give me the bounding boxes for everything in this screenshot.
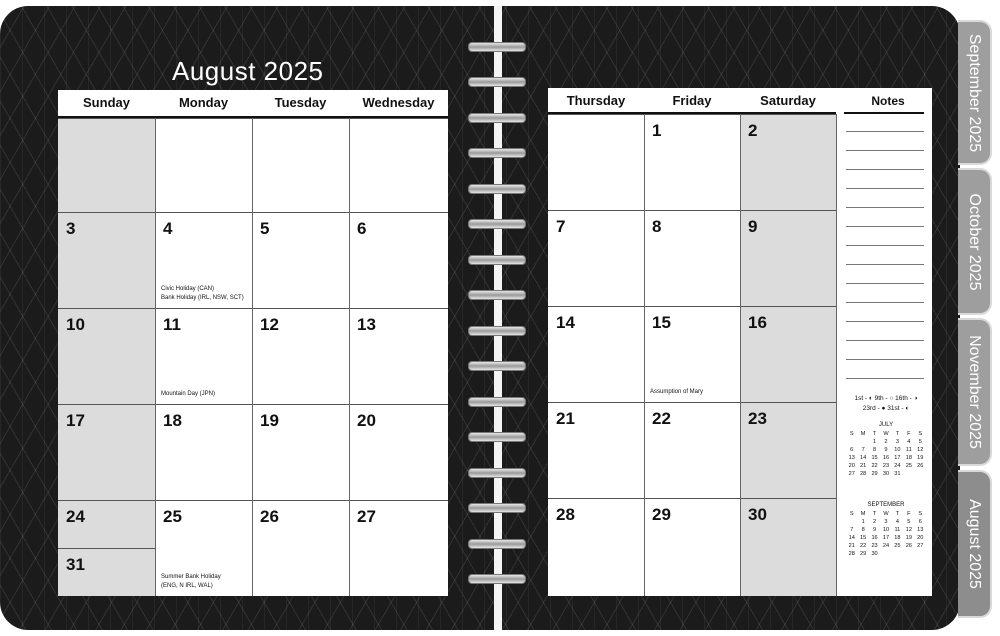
day-cell-aug-11[interactable] bbox=[155, 308, 252, 404]
day-number: 25 bbox=[163, 507, 182, 526]
day-number: 5 bbox=[260, 219, 270, 238]
day-number: 20 bbox=[357, 411, 376, 430]
mini-day: 24 bbox=[894, 463, 901, 469]
day-number: 28 bbox=[556, 505, 575, 524]
mini-day: 4 bbox=[907, 439, 911, 445]
column-divider bbox=[644, 114, 645, 596]
mini-day: 29 bbox=[871, 471, 878, 477]
mini-calendar-grid bbox=[846, 430, 926, 478]
column-divider bbox=[349, 118, 350, 596]
day-number: 23 bbox=[748, 409, 767, 428]
column-divider bbox=[155, 118, 156, 596]
mini-day: 7 bbox=[850, 527, 854, 533]
holiday-note bbox=[161, 573, 221, 591]
tab-label: September 2025 bbox=[966, 33, 983, 152]
weekday-letter: S bbox=[918, 511, 923, 517]
mini-day: 27 bbox=[848, 471, 855, 477]
spiral-ring bbox=[462, 180, 532, 198]
day-number: 14 bbox=[556, 313, 575, 332]
day-cell-aug-12[interactable] bbox=[252, 308, 349, 404]
mini-day: 6 bbox=[918, 519, 922, 525]
day-cell-aug-10[interactable] bbox=[58, 308, 155, 404]
mini-day: 11 bbox=[905, 447, 912, 453]
mini-day: 23 bbox=[882, 463, 890, 469]
mini-day: 3 bbox=[895, 439, 899, 445]
mini-day: 19 bbox=[917, 455, 924, 461]
left-page bbox=[58, 90, 448, 596]
weekday-letter: S bbox=[918, 431, 923, 437]
moon-phase-line: 1st - ◐ 9th - ○ 16th - ◑ bbox=[854, 395, 918, 402]
day-cell-aug-17[interactable] bbox=[58, 404, 155, 500]
day-number: 1 bbox=[652, 121, 662, 140]
tab-label: October 2025 bbox=[966, 193, 983, 290]
moon-phase-line: 23rd - ● 31st - ◐ bbox=[862, 405, 910, 412]
tab-label: November 2025 bbox=[966, 335, 983, 449]
mini-calendar-grid bbox=[846, 510, 926, 558]
spiral-ring bbox=[462, 570, 532, 588]
note-line[interactable] bbox=[846, 169, 924, 170]
mini-day: 15 bbox=[871, 455, 878, 461]
tab-august-2025[interactable] bbox=[958, 470, 992, 618]
day-number: 22 bbox=[652, 409, 671, 428]
mini-day bbox=[903, 550, 914, 558]
weekday-letter: W bbox=[883, 431, 889, 437]
mini-day: 22 bbox=[860, 543, 867, 549]
mini-day: 2 bbox=[872, 519, 877, 525]
note-line[interactable] bbox=[846, 150, 924, 151]
day-number: 10 bbox=[66, 315, 85, 334]
day-cell-aug-22[interactable] bbox=[644, 402, 740, 498]
mini-day: 24 bbox=[882, 543, 890, 549]
day-cell-aug-4[interactable] bbox=[155, 212, 252, 308]
day-cell-aug-8[interactable] bbox=[644, 210, 740, 306]
mini-day bbox=[892, 550, 903, 558]
mini-day: 29 bbox=[860, 551, 867, 557]
mini-day: 11 bbox=[894, 527, 901, 533]
spiral-ring bbox=[462, 215, 532, 233]
day-number: 15 bbox=[652, 313, 671, 332]
right-page bbox=[548, 88, 932, 596]
mini-day: 27 bbox=[917, 543, 924, 549]
mini-calendar-july bbox=[846, 422, 926, 478]
mini-day bbox=[880, 550, 891, 558]
note-line[interactable] bbox=[846, 283, 924, 284]
column-divider bbox=[740, 114, 741, 596]
spiral-ring bbox=[462, 464, 532, 482]
spiral-ring bbox=[462, 393, 532, 411]
moon-phases bbox=[844, 394, 928, 414]
holiday-line: Summer Bank Holiday bbox=[161, 574, 221, 580]
day-number: 19 bbox=[260, 411, 279, 430]
mini-day: 28 bbox=[860, 471, 867, 477]
mini-calendar-september bbox=[846, 502, 926, 558]
mini-day bbox=[903, 470, 914, 478]
note-line[interactable] bbox=[846, 340, 924, 341]
mini-day: 9 bbox=[872, 527, 877, 533]
day-number: 3 bbox=[66, 219, 76, 238]
day-cell-aug-9[interactable] bbox=[740, 210, 836, 306]
spiral-ring bbox=[462, 109, 532, 127]
day-number: 16 bbox=[748, 313, 767, 332]
mini-day: 30 bbox=[871, 551, 878, 557]
mini-day: 14 bbox=[848, 535, 855, 541]
mini-day: 17 bbox=[882, 535, 890, 541]
day-number: 29 bbox=[652, 505, 671, 524]
mini-day: 25 bbox=[905, 463, 912, 469]
day-cell-aug-1[interactable] bbox=[644, 114, 740, 210]
day-cell-aug-23[interactable] bbox=[740, 402, 836, 498]
mini-day: 23 bbox=[871, 543, 878, 549]
mini-day: 21 bbox=[860, 463, 867, 469]
mini-day: 3 bbox=[884, 519, 888, 525]
mini-day: 17 bbox=[894, 455, 901, 461]
mini-day: 8 bbox=[872, 447, 877, 453]
mini-day: 21 bbox=[848, 543, 855, 549]
spiral-binding bbox=[462, 38, 532, 594]
spiral-ring bbox=[462, 428, 532, 446]
mini-day: 1 bbox=[861, 519, 865, 525]
mini-day: 30 bbox=[882, 471, 890, 477]
day-number: 30 bbox=[748, 505, 767, 524]
day-cell-aug-31[interactable] bbox=[58, 548, 155, 596]
mini-day: 1 bbox=[872, 439, 877, 445]
day-number: 21 bbox=[556, 409, 575, 428]
day-number: 4 bbox=[163, 219, 173, 238]
day-number: 17 bbox=[66, 411, 85, 430]
day-cell-aug-20[interactable] bbox=[349, 404, 448, 500]
weekday-letter: T bbox=[872, 511, 877, 517]
day-cell-aug-29[interactable] bbox=[644, 498, 740, 596]
day-number: 7 bbox=[556, 217, 566, 236]
day-cell-aug-14[interactable] bbox=[548, 306, 644, 402]
spiral-ring bbox=[462, 357, 532, 375]
mini-day: 20 bbox=[848, 463, 855, 469]
day-number: 12 bbox=[260, 315, 279, 334]
day-number: 6 bbox=[357, 219, 367, 238]
mini-day: 28 bbox=[848, 551, 855, 557]
day-cell-aug-24[interactable] bbox=[58, 500, 155, 548]
header-tuesday: Tuesday bbox=[274, 95, 327, 110]
day-number: 26 bbox=[260, 507, 279, 526]
mini-day bbox=[846, 438, 857, 446]
mini-day: 18 bbox=[905, 455, 912, 461]
weekday-letter: T bbox=[895, 511, 900, 517]
day-cell-aug-3[interactable] bbox=[58, 212, 155, 308]
weekday-letter: F bbox=[907, 511, 911, 517]
mini-day: 12 bbox=[905, 527, 912, 533]
day-cell-aug-21[interactable] bbox=[548, 402, 644, 498]
day-cell-aug-6[interactable] bbox=[349, 212, 448, 308]
day-cell-aug-27[interactable] bbox=[349, 500, 448, 596]
weekday-letter: T bbox=[895, 431, 900, 437]
day-cell-aug-7[interactable] bbox=[548, 210, 644, 306]
mini-day: 2 bbox=[884, 439, 888, 445]
mini-day: 10 bbox=[894, 447, 901, 453]
mini-day: 7 bbox=[861, 447, 865, 453]
note-line[interactable] bbox=[846, 302, 924, 303]
note-line[interactable] bbox=[846, 207, 924, 208]
mini-day: 31 bbox=[894, 471, 901, 477]
day-number: 27 bbox=[357, 507, 376, 526]
spiral-ring bbox=[462, 322, 532, 340]
day-cell-aug-28[interactable] bbox=[548, 498, 644, 596]
mini-day: 26 bbox=[917, 463, 924, 469]
mini-day: 22 bbox=[871, 463, 878, 469]
mini-day: 9 bbox=[884, 447, 888, 453]
month-title: August 2025 bbox=[172, 56, 324, 86]
column-divider bbox=[836, 114, 837, 596]
day-cell-aug-25[interactable] bbox=[155, 500, 252, 596]
day-cell-aug-5[interactable] bbox=[252, 212, 349, 308]
note-line[interactable] bbox=[846, 321, 924, 322]
spiral-ring bbox=[462, 286, 532, 304]
header-wednesday: Wednesday bbox=[362, 95, 435, 110]
mini-day: 18 bbox=[894, 535, 901, 541]
day-number: 24 bbox=[66, 507, 85, 526]
day-number: 18 bbox=[163, 411, 182, 430]
header-monday: Monday bbox=[178, 95, 229, 110]
mini-day: 4 bbox=[895, 519, 899, 525]
day-cell-aug-26[interactable] bbox=[252, 500, 349, 596]
mini-day: 5 bbox=[918, 439, 922, 445]
weekday-letter: M bbox=[860, 431, 866, 437]
holiday-line: (ENG, N IRL, WAL) bbox=[161, 583, 213, 589]
day-number: 13 bbox=[357, 315, 376, 334]
day-cell-empty[interactable] bbox=[252, 118, 349, 212]
spiral-ring bbox=[462, 38, 532, 56]
day-cell-aug-15[interactable] bbox=[644, 306, 740, 402]
mini-day: 26 bbox=[905, 543, 912, 549]
mini-day: 13 bbox=[917, 527, 924, 533]
spiral-ring bbox=[462, 251, 532, 269]
day-cell-aug-2[interactable] bbox=[740, 114, 836, 210]
note-line[interactable] bbox=[846, 131, 924, 132]
column-divider bbox=[252, 118, 253, 596]
mini-day: 16 bbox=[882, 455, 890, 461]
spiral-ring bbox=[462, 144, 532, 162]
mini-day: 8 bbox=[861, 527, 865, 533]
spiral-ring bbox=[462, 535, 532, 553]
weekday-letter: S bbox=[849, 511, 854, 517]
header-friday: Friday bbox=[672, 93, 712, 108]
tab-september-2025[interactable] bbox=[958, 20, 992, 165]
tab-label: August 2025 bbox=[966, 499, 983, 589]
mini-day bbox=[857, 438, 868, 446]
weekday-letter: S bbox=[849, 431, 854, 437]
mini-calendar-title: JULY bbox=[878, 422, 894, 428]
tab-november-2025[interactable] bbox=[958, 318, 992, 466]
weekday-letter: T bbox=[872, 431, 877, 437]
mini-day bbox=[915, 550, 926, 558]
holiday-note bbox=[161, 285, 244, 303]
spiral-ring bbox=[462, 73, 532, 91]
weekday-letter: F bbox=[907, 431, 911, 437]
mini-day: 5 bbox=[907, 519, 911, 525]
day-cell-empty[interactable] bbox=[548, 114, 644, 210]
header-thursday: Thursday bbox=[566, 93, 626, 108]
tab-october-2025[interactable] bbox=[958, 168, 992, 315]
day-number: 31 bbox=[66, 555, 85, 574]
day-cell-aug-16[interactable] bbox=[740, 306, 836, 402]
note-line[interactable] bbox=[846, 264, 924, 265]
day-cell-empty[interactable] bbox=[58, 118, 155, 212]
mini-day: 16 bbox=[871, 535, 878, 541]
holiday-note: Assumption of Mary bbox=[650, 389, 704, 395]
header-sunday: Sunday bbox=[83, 95, 130, 110]
day-cell-empty[interactable] bbox=[349, 118, 448, 212]
mini-day: 19 bbox=[905, 535, 912, 541]
day-cell-aug-13[interactable] bbox=[349, 308, 448, 404]
weekday-letter: W bbox=[883, 511, 889, 517]
mini-day: 13 bbox=[848, 455, 855, 461]
mini-day bbox=[915, 470, 926, 478]
note-line[interactable] bbox=[846, 188, 924, 189]
spiral-ring bbox=[462, 499, 532, 517]
day-cell-empty[interactable] bbox=[155, 118, 252, 212]
mini-day: 6 bbox=[850, 447, 854, 453]
day-number: 2 bbox=[748, 121, 758, 140]
mini-day: 10 bbox=[882, 527, 890, 533]
holiday-line: Bank Holiday (IRL, NSW, SCT) bbox=[161, 295, 244, 301]
day-cell-aug-18[interactable] bbox=[155, 404, 252, 500]
notes-underline bbox=[844, 112, 924, 114]
notes-title: Notes bbox=[871, 94, 905, 108]
mini-day bbox=[846, 518, 857, 526]
mini-day: 20 bbox=[917, 535, 924, 541]
holiday-note: Mountain Day (JPN) bbox=[161, 391, 216, 397]
day-number: 8 bbox=[652, 217, 662, 236]
mini-day: 15 bbox=[860, 535, 867, 541]
note-line[interactable] bbox=[846, 359, 924, 360]
mini-day: 12 bbox=[917, 447, 924, 453]
note-line[interactable] bbox=[846, 378, 924, 379]
header-saturday: Saturday bbox=[760, 93, 816, 108]
note-line[interactable] bbox=[846, 245, 924, 246]
holiday-line: Civic Holiday (CAN) bbox=[161, 286, 215, 292]
day-number: 9 bbox=[748, 217, 758, 236]
mini-day: 14 bbox=[860, 455, 867, 461]
mini-calendar-title: SEPTEMBER bbox=[867, 502, 905, 508]
day-cell-aug-19[interactable] bbox=[252, 404, 349, 500]
note-line[interactable] bbox=[846, 226, 924, 227]
day-number: 11 bbox=[163, 315, 181, 334]
mini-day: 25 bbox=[894, 543, 901, 549]
day-cell-aug-30[interactable] bbox=[740, 498, 836, 596]
weekday-letter: M bbox=[860, 511, 866, 517]
